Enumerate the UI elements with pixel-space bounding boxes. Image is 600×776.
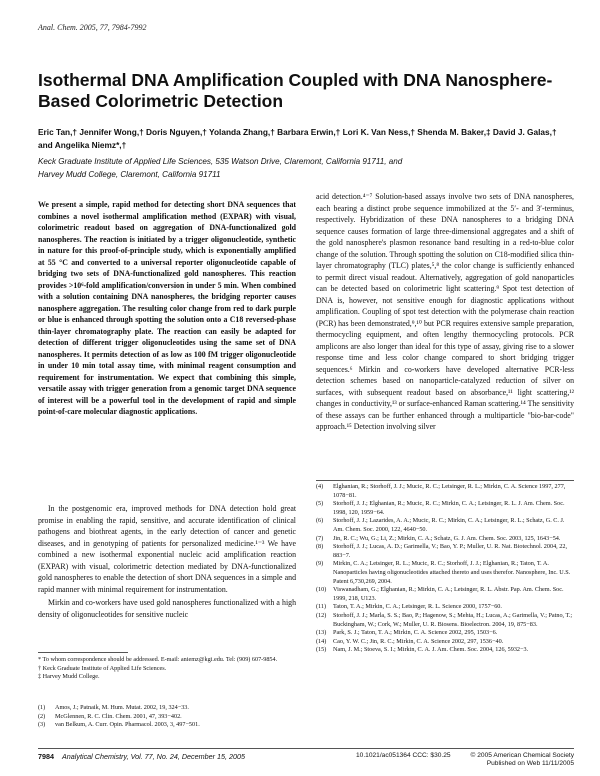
reference-item	[316, 646, 574, 655]
reference-item	[316, 517, 574, 534]
intro-paragraph: Mirkin and co-workers have used gold nanospheres functionalized with a high density of oligonucleotides for sensitive nucleic	[38, 598, 296, 619]
reference-number: (12)	[316, 611, 327, 619]
reference-text: McGlennen, R. C. Clin. Chem. 2001, 47, 393−402.	[55, 712, 182, 720]
footer-copyright: © 2005 American Chemical Society	[470, 752, 574, 759]
abstract	[38, 199, 296, 418]
reference-text: van Belkum, A. Curr. Opin. Pharmacol. 2003, 3, 497−501.	[55, 721, 200, 729]
reference-item	[316, 543, 574, 560]
footnote-affiliation: ‡ Harvey Mudd College.	[38, 673, 100, 681]
affiliation-line: Keck Graduate Institute of Applied Life Sciences, 535 Watson Drive, Claremont, California 91711, and	[38, 157, 403, 166]
author-list: Eric Tan,† Jennifer Wong,† Doris Nguyen,† Yolanda Zhang,† Barbara Erwin,† Lori K. Van Ness,† Shenda M. Baker,‡ David J. Galas,† and Angelika Niemz*,†	[38, 127, 557, 150]
reference-number: (7)	[316, 534, 324, 542]
reference-text: Cao, Y. W. C.; Jin, R. C.; Mirkin, C. A. Science 2002, 297, 1536−40.	[333, 637, 504, 645]
reference-item	[316, 500, 574, 517]
reference-number: (14)	[316, 637, 327, 645]
reference-item	[316, 586, 574, 603]
reference-item	[316, 638, 574, 647]
footnotes	[38, 656, 296, 682]
reference-number: (8)	[316, 543, 324, 551]
body-text-right-column	[316, 191, 574, 433]
page-number: 7984	[38, 752, 54, 761]
reference-item	[38, 713, 296, 722]
reference-number: (9)	[316, 560, 324, 568]
reference-item	[38, 704, 296, 713]
reference-number: (4)	[316, 483, 324, 490]
reference-item	[316, 612, 574, 629]
footer-rule	[38, 748, 574, 749]
reference-item	[316, 535, 574, 544]
affiliations	[38, 155, 568, 181]
reference-text: Storhoff, J. J.; Elghanian, R.; Mucic, R. C.; Mirkin, C. A.; Letsinger, R. L. J. Am. Chem. Soc. 1998, 120, 1959−64.	[333, 500, 565, 516]
reference-text: Nam, J. M.; Stoeva, S. I.; Mirkin, C. A. J. Am. Chem. Soc. 2004, 126, 5932−3.	[333, 646, 529, 654]
footer-published: Published on Web 11/11/2005	[486, 760, 574, 768]
affiliation-line: Harvey Mudd College, Claremont, California 91711	[38, 170, 221, 179]
reference-text: Elghanian, R.; Storhoff, J. J.; Mucic, R. C.; Letsinger, R. L.; Mirkin, C. A. Science 1997, 277, 1078−81.	[333, 483, 566, 499]
reference-item	[316, 603, 574, 612]
reference-number: (5)	[316, 500, 324, 508]
reference-number: (13)	[316, 629, 327, 637]
references-right	[316, 483, 574, 655]
references-divider	[316, 480, 574, 481]
reference-number: (1)	[38, 704, 46, 711]
reference-text: Storhoff, J. J.; Marla, S. S.; Bao, P.; Hagenow, S.; Mehta, H.; Lucas, A.; Garimella, V.; Patno, T.; Buckingham, W.; Cork, W.; Muller, U. R. Biosens. Bioelectron. 2004, 19, 875−83.	[333, 611, 573, 628]
reference-number: (15)	[316, 646, 327, 654]
page-footer-left	[38, 752, 245, 761]
reference-item	[38, 721, 296, 730]
reference-text: Park, S. J.; Taton, T. A.; Mirkin, C. A. Science 2002, 295, 1503−6.	[333, 629, 498, 637]
reference-item	[316, 629, 574, 638]
reference-number: (2)	[38, 712, 46, 720]
page-footer-right	[356, 752, 574, 769]
footnote-divider	[38, 652, 128, 653]
reference-number: (6)	[316, 517, 324, 525]
intro-paragraph: In the postgenomic era, improved methods for DNA detection hold great promise in enabling the rapid, sensitive, and accurate identification of clinical pathogens and biothreat agents, in the early detection of cancer and genetic diseases, and in genotyping of patients for personalized medicine.¹⁻³ We have combined a new isothermal exponential nucleic acid amplification reaction (EXPAR) with visual, colorimetric detection mediated by DNA-functionalized gold nanospheres to enable the detection of short DNA sequences in a simple and rapid manner with minimal requirement for instrumentation.	[38, 504, 296, 594]
reference-text: Amos, J.; Patnaik, M. Hum. Mutat. 2002, 19, 324−33.	[55, 704, 189, 711]
reference-text: Jin, R. C.; Wu, G.; Li, Z.; Mirkin, C. A.; Schatz, G. J. Am. Chem. Soc. 2003, 125, 1643−54.	[333, 534, 561, 542]
reference-text: Storhoff, J. J.; Lucas, A. D.; Garimella, V.; Bao, Y. P.; Muller, U. R. Nat. Biotechnol. 2004, 22, 883−7.	[333, 543, 568, 559]
reference-text: Mirkin, C. A.; Letsinger, R. L.; Mucic, R. C.; Storhoff, J. J.; Elghanian, R.; Taton, T. A. Nanoparticles having oligonucleotides attached thereto and uses therefor. Nanosphere, Inc. U.S. Patent 6,730,269, 2004.	[333, 560, 571, 585]
introduction	[38, 503, 296, 622]
reference-item	[316, 483, 574, 500]
reference-text: Viswanadham, G.; Elghanian, R.; Mirkin, C. A.; Letsinger, R. L. Abstr. Pap. Am. Chem. Soc. 1999, 218, U123.	[333, 586, 564, 602]
reference-item	[316, 560, 574, 586]
abstract-text: We present a simple, rapid method for detecting short DNA sequences that combines a novel isothermal amplification method (EXPAR) with visual, colorimetric readout based on aggregation of DNA-functionalized gold nanospheres. The reaction is initiated by a trigger oligonucleotide, synthetic in nature for this proof-of-principle study, which is exponentially amplified at 55 °C and converted to a universal reporter oligonucleotide capable of bridging two sets of DNA-functionalized gold nanospheres. This reaction provides >10⁶-fold amplification/conversion in under 5 min. When combined with a solution containing DNA nanospheres, the bridging reporter causes nanosphere aggregation. The resulting color change from red to dark purple or blue is enhanced through spotting the solution onto a C18 reversed-phase thin-layer chromatography plate. The reaction can easily be adapted for detection of different trigger oligonucleotides using the same set of DNA nanospheres. It permits detection of as low as 100 fM trigger oligonucleotide in under 10 min total assay time, with minimal reagent consumption and requirement for instrumentation. We expect that combining this simple, versatile assay with trigger generation from a genomic target DNA sequence of interest will be a powerful tool in the development of rapid and simple point-of-care molecular diagnostic applications.	[38, 200, 296, 416]
reference-number: (10)	[316, 586, 327, 594]
footer-doi: 10.1021/ac051364 CCC: $30.25	[356, 752, 451, 759]
paper-title: Isothermal DNA Amplification Coupled with DNA Nanosphere-Based Colorimetric Detection	[38, 70, 553, 111]
footnote-affiliation: † Keck Graduate Institute of Applied Life Sciences.	[38, 664, 167, 672]
reference-text: Storhoff, J. J.; Lazarides, A. A.; Mucic, R. C.; Mirkin, C. A.; Letsinger, R. L.; Schatz, G. C. J. Am. Chem. Soc. 2000, 122, 4640−50.	[333, 517, 565, 533]
footnote-correspondence: * To whom correspondence should be addressed. E-mail: aniemz@kgi.edu. Tel: (909) 607-9854.	[38, 656, 278, 663]
reference-text: Taton, T. A.; Mirkin, C. A.; Letsinger, R. L. Science 2000, 1757−60.	[333, 603, 502, 611]
reference-number: (11)	[316, 603, 327, 611]
footer-journal: Analytical Chemistry, Vol. 77, No. 24, December 15, 2005	[62, 752, 245, 761]
journal-citation: Anal. Chem. 2005, 77, 7984-7992	[38, 23, 147, 32]
reference-number: (3)	[38, 721, 46, 729]
body-paragraph: acid detection.⁴⁻⁷ Solution-based assays involve two sets of DNA nanospheres, each bearing a distinct probe sequence immobilized at the 5′- and 3′-terminus, respectively. Hybridization of these DNA nanospheres to a bridging DNA sequence causes formation of large three-dimensional aggregates and a shift of the gold nanosphere's plasmon resonance band resulting in a red-to-blue color change of the solution. Through spotting the solution on C18-modified silica thin-layer chromatography (TLC) plates,⁵,⁸ the color change is sufficiently enhanced to permit direct visual readout. Alternatively, aggregation of gold nanoparticles can be detected based on colorimetric light scattering.⁹ Spot test detection of DNA is, however, not sensitive enough for diagnostic applications without amplification. Coupling of spot test detection with the polymerase chain reaction (PCR) has been demonstrated,⁹,¹⁰ but PCR requires extensive sample preparation, thermocycling equipment, and often lengthy thermocycling protocols. PCR amplicons are also longer than ideal for this type of assay, giving rise to a slower response time and less color change compared to short bridging trigger sequences.⁶ Mirkin and co-workers have developed alternative PCR-less detection schemes based on nanoparticle-catalyzed reduction of silver on surfaces, with subsequent readout based on absorbance,¹¹ light scattering,¹² changes in conductivity,¹³ or surface-enhanced Raman scattering.¹⁴ The sensitivity of these assays can be further enhanced through a multiparticle "bio-bar-code" approach.¹⁵ Detection involving silver	[316, 192, 574, 431]
references-left	[38, 704, 296, 730]
